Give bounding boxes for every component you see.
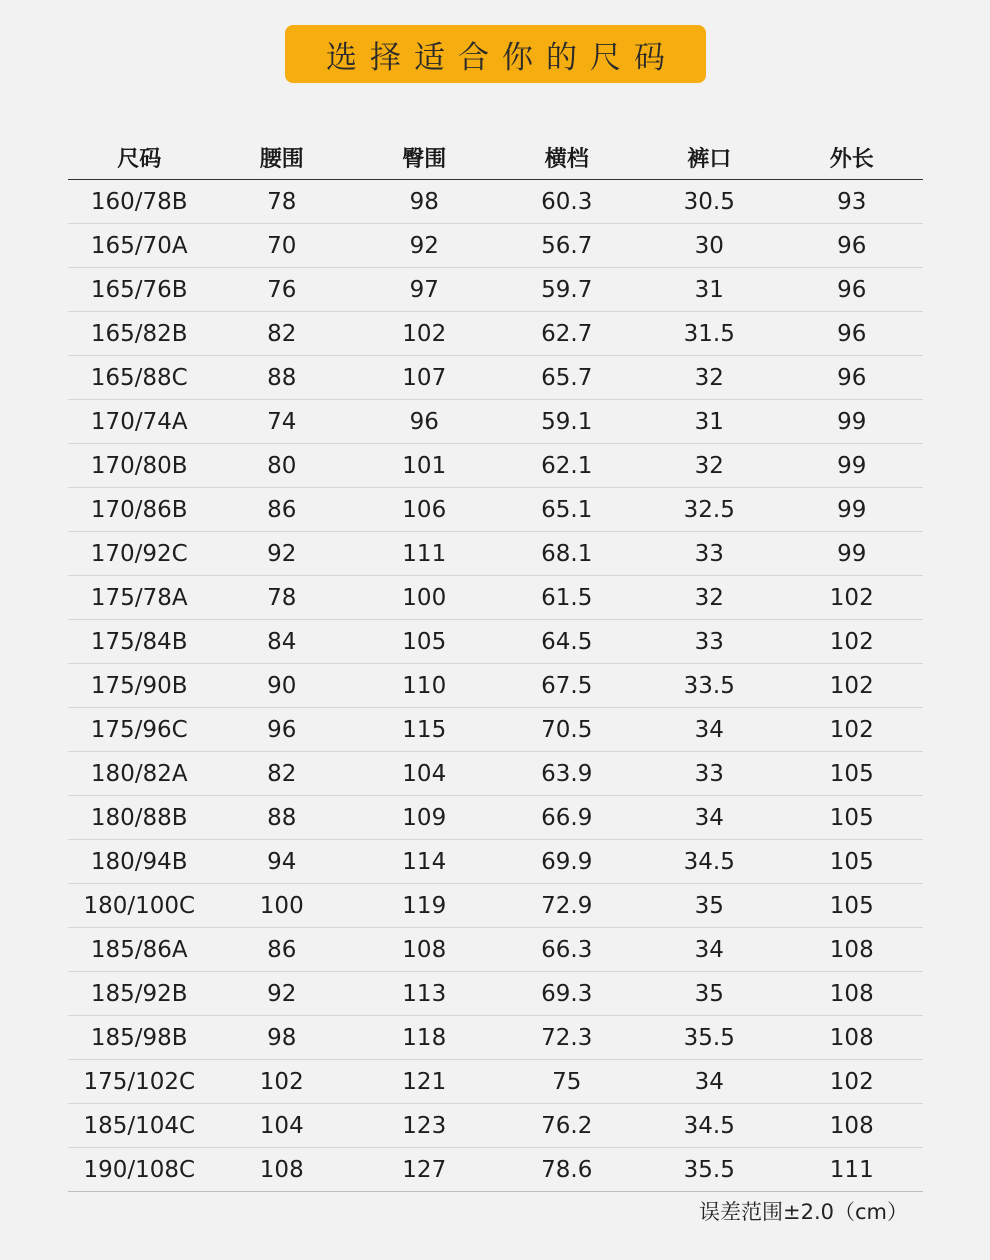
table-cell-size: 170/80B [68,444,211,488]
table-cell-waist: 76 [211,268,354,312]
table-cell-length: 108 [781,972,924,1016]
table-row [68,840,923,884]
table-cell-waist: 74 [211,400,354,444]
table-cell-thigh: 69.9 [496,840,639,884]
table-cell-length: 96 [781,356,924,400]
table-row [68,1148,923,1192]
table-body [68,180,923,1192]
column-header-hip: 臀围 [353,136,496,180]
table-cell-hem: 31 [638,400,781,444]
tolerance-note: 误差范围±2.0（cm） [699,1200,908,1224]
table-cell-thigh: 78.6 [496,1148,639,1192]
table-cell-length: 99 [781,444,924,488]
table-cell-size: 185/104C [68,1104,211,1148]
table-cell-size: 170/74A [68,400,211,444]
table-cell-waist: 88 [211,796,354,840]
table-cell-hem: 32 [638,576,781,620]
table-cell-thigh: 72.9 [496,884,639,928]
table-cell-waist: 92 [211,972,354,1016]
page-title: 选择适合你的尺码 [285,25,706,83]
table-cell-hem: 32.5 [638,488,781,532]
table-cell-hem: 35 [638,972,781,1016]
table-row [68,620,923,664]
table-cell-length: 108 [781,928,924,972]
table-cell-hip: 121 [353,1060,496,1104]
table-cell-hip: 107 [353,356,496,400]
table-cell-length: 99 [781,400,924,444]
table-cell-length: 105 [781,840,924,884]
table-cell-thigh: 65.7 [496,356,639,400]
table-cell-hip: 100 [353,576,496,620]
table-cell-hip: 109 [353,796,496,840]
table-cell-waist: 104 [211,1104,354,1148]
column-header-thigh: 横档 [496,136,639,180]
column-header-hem: 裤口 [638,136,781,180]
table-cell-size: 180/82A [68,752,211,796]
table-cell-waist: 78 [211,576,354,620]
table-cell-hem: 34 [638,928,781,972]
table-cell-thigh: 68.1 [496,532,639,576]
table-cell-hem: 33.5 [638,664,781,708]
table-cell-hip: 105 [353,620,496,664]
table-cell-hip: 102 [353,312,496,356]
table-cell-thigh: 75 [496,1060,639,1104]
table-cell-length: 99 [781,488,924,532]
table-cell-thigh: 60.3 [496,180,639,224]
table-cell-thigh: 67.5 [496,664,639,708]
table-cell-waist: 86 [211,488,354,532]
table-cell-hip: 110 [353,664,496,708]
table-cell-length: 102 [781,708,924,752]
table-cell-waist: 70 [211,224,354,268]
table-row [68,664,923,708]
table-cell-length: 99 [781,532,924,576]
table-cell-hip: 108 [353,928,496,972]
table-cell-waist: 78 [211,180,354,224]
table-cell-hem: 34.5 [638,1104,781,1148]
table-cell-length: 111 [781,1148,924,1192]
table-cell-hem: 33 [638,532,781,576]
table-cell-hip: 118 [353,1016,496,1060]
table-cell-thigh: 56.7 [496,224,639,268]
table-cell-hem: 35.5 [638,1148,781,1192]
table-row [68,224,923,268]
table-cell-length: 93 [781,180,924,224]
table-row [68,972,923,1016]
table-cell-waist: 86 [211,928,354,972]
table-cell-length: 102 [781,1060,924,1104]
table-cell-size: 180/100C [68,884,211,928]
table-cell-thigh: 62.7 [496,312,639,356]
table-cell-length: 102 [781,576,924,620]
table-cell-waist: 100 [211,884,354,928]
table-cell-thigh: 76.2 [496,1104,639,1148]
table-cell-hem: 32 [638,444,781,488]
table-cell-hip: 92 [353,224,496,268]
table-cell-thigh: 59.1 [496,400,639,444]
table-header-row [68,136,923,180]
table-cell-size: 175/78A [68,576,211,620]
table-cell-waist: 96 [211,708,354,752]
table-cell-waist: 88 [211,356,354,400]
table-cell-length: 96 [781,268,924,312]
table-row [68,928,923,972]
table-cell-hem: 30.5 [638,180,781,224]
table-cell-length: 108 [781,1104,924,1148]
table-row [68,400,923,444]
table-cell-length: 105 [781,884,924,928]
table-cell-hip: 114 [353,840,496,884]
table-cell-hem: 31 [638,268,781,312]
table-cell-thigh: 59.7 [496,268,639,312]
table-row [68,1016,923,1060]
table-cell-size: 185/98B [68,1016,211,1060]
table-cell-size: 185/86A [68,928,211,972]
column-header-length: 外长 [781,136,924,180]
table-cell-length: 105 [781,752,924,796]
table-cell-thigh: 66.3 [496,928,639,972]
table-cell-hip: 123 [353,1104,496,1148]
table-cell-size: 185/92B [68,972,211,1016]
table-cell-waist: 94 [211,840,354,884]
table-cell-waist: 82 [211,752,354,796]
table-row [68,356,923,400]
table-row [68,312,923,356]
table-cell-size: 190/108C [68,1148,211,1192]
column-header-waist: 腰围 [211,136,354,180]
table-cell-waist: 102 [211,1060,354,1104]
table-row [68,708,923,752]
size-chart-table [68,136,923,1192]
table-cell-thigh: 61.5 [496,576,639,620]
table-cell-hip: 106 [353,488,496,532]
table-cell-thigh: 64.5 [496,620,639,664]
table-row [68,796,923,840]
table-cell-length: 108 [781,1016,924,1060]
column-header-size: 尺码 [68,136,211,180]
table-cell-size: 180/88B [68,796,211,840]
table-cell-thigh: 65.1 [496,488,639,532]
table-cell-hip: 113 [353,972,496,1016]
table-cell-waist: 98 [211,1016,354,1060]
table-cell-size: 175/96C [68,708,211,752]
table-cell-thigh: 63.9 [496,752,639,796]
table-cell-thigh: 70.5 [496,708,639,752]
table-cell-waist: 84 [211,620,354,664]
table-row [68,488,923,532]
table-cell-size: 175/84B [68,620,211,664]
table-cell-length: 102 [781,620,924,664]
table-row [68,1060,923,1104]
table-cell-hip: 115 [353,708,496,752]
table-cell-hem: 32 [638,356,781,400]
table-cell-length: 96 [781,224,924,268]
table-cell-hem: 31.5 [638,312,781,356]
table-cell-size: 165/70A [68,224,211,268]
table-cell-size: 175/90B [68,664,211,708]
table-cell-hip: 97 [353,268,496,312]
table-cell-length: 102 [781,664,924,708]
table-row [68,752,923,796]
table-cell-hip: 111 [353,532,496,576]
table-cell-thigh: 66.9 [496,796,639,840]
table-cell-hip: 127 [353,1148,496,1192]
table-cell-hip: 98 [353,180,496,224]
table-row [68,884,923,928]
table-row [68,1104,923,1148]
table-cell-size: 180/94B [68,840,211,884]
table-cell-size: 165/88C [68,356,211,400]
table-cell-thigh: 69.3 [496,972,639,1016]
table-cell-size: 170/92C [68,532,211,576]
table-cell-waist: 92 [211,532,354,576]
table-cell-size: 170/86B [68,488,211,532]
table-cell-hem: 34 [638,1060,781,1104]
table-cell-size: 165/76B [68,268,211,312]
table-row [68,576,923,620]
table-cell-size: 165/82B [68,312,211,356]
table-cell-size: 175/102C [68,1060,211,1104]
table-cell-hem: 34 [638,796,781,840]
table-cell-hem: 34.5 [638,840,781,884]
table-cell-thigh: 62.1 [496,444,639,488]
table-cell-hem: 35 [638,884,781,928]
table-row [68,268,923,312]
table-row [68,532,923,576]
table-cell-waist: 82 [211,312,354,356]
table-cell-waist: 108 [211,1148,354,1192]
table-cell-hem: 33 [638,620,781,664]
table-cell-hem: 34 [638,708,781,752]
table-row [68,180,923,224]
table-cell-hem: 33 [638,752,781,796]
table-row [68,444,923,488]
table-cell-hem: 30 [638,224,781,268]
table-cell-waist: 90 [211,664,354,708]
table-cell-thigh: 72.3 [496,1016,639,1060]
table-cell-length: 96 [781,312,924,356]
table-cell-size: 160/78B [68,180,211,224]
table-cell-waist: 80 [211,444,354,488]
table-cell-hip: 96 [353,400,496,444]
table-cell-hip: 101 [353,444,496,488]
table-cell-hem: 35.5 [638,1016,781,1060]
table-cell-hip: 119 [353,884,496,928]
table-cell-length: 105 [781,796,924,840]
table-cell-hip: 104 [353,752,496,796]
